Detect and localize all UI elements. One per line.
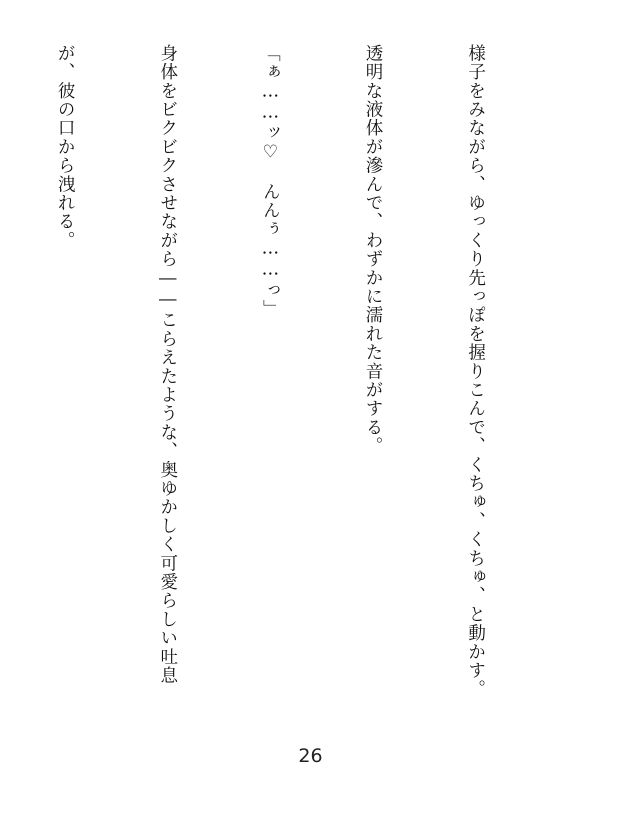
text-line: 身体をビクビクさせながら――こらえたような、奥ゆかしく可愛らしい吐息 xyxy=(157,44,178,685)
text-line: が、彼の口から洩れる。 xyxy=(55,44,76,250)
text-line: 「ぁ……ッ♡ んんぅ……っ」 xyxy=(260,44,281,319)
text-line: 透明な液体が滲んで、わずかに濡れた音がする。 xyxy=(362,44,383,456)
vertical-text-body xyxy=(0,44,561,734)
page-number: 26 xyxy=(298,745,323,767)
text-line: 様子をみながら、ゆっくり先っぽを握りこんで、くちゅ、くちゅ、と動かす。 xyxy=(465,44,486,699)
